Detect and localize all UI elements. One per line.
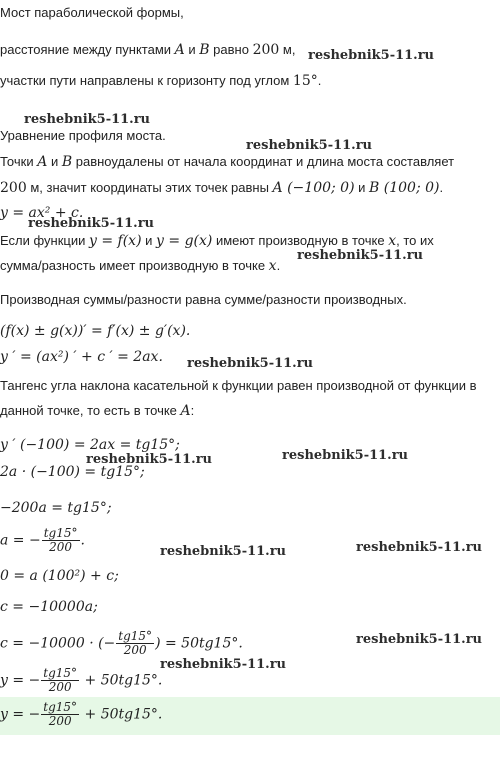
math: 200 xyxy=(0,180,27,196)
fraction xyxy=(41,667,79,694)
solution-line xyxy=(0,378,477,393)
formula-line xyxy=(0,630,243,657)
text: участки пути направлены к горизонту под углом xyxy=(0,73,293,88)
text: сумма/разность имеет производную в точке xyxy=(0,258,269,273)
text: имеют производную в точке xyxy=(212,233,389,248)
text: , то их xyxy=(396,233,434,248)
watermark: reshebnik5-11.ru xyxy=(308,48,435,63)
math: x xyxy=(268,258,277,274)
math: A xyxy=(180,403,191,419)
text: данной точке, то есть в точке xyxy=(0,403,181,418)
math: y ′ = (ax²) ′ + c ′ = 2ax. xyxy=(0,349,163,365)
solution-line xyxy=(0,403,194,419)
section-heading xyxy=(0,128,166,143)
solution-line xyxy=(0,233,434,249)
watermark: reshebnik5-11.ru xyxy=(356,632,483,647)
math: B xyxy=(61,154,73,170)
solution-line xyxy=(0,258,280,274)
text: м, xyxy=(279,42,296,57)
denominator: 200 xyxy=(123,643,147,657)
watermark: reshebnik5-11.ru xyxy=(160,544,287,559)
formula-line xyxy=(0,667,162,694)
text: Если функции xyxy=(0,233,89,248)
formula-line xyxy=(0,437,180,453)
formula-line xyxy=(0,500,112,516)
text: . xyxy=(276,258,281,273)
math: y = − xyxy=(0,706,41,723)
numerator: tg15° xyxy=(43,700,78,714)
text: и xyxy=(354,180,370,195)
text: . xyxy=(317,73,322,88)
math: B (100; 0) xyxy=(369,180,440,196)
formula-line xyxy=(0,323,190,339)
text: Производная суммы/разности равна сумме/разности производных. xyxy=(0,292,407,307)
text: Уравнение профиля моста. xyxy=(0,128,166,143)
text: Точки xyxy=(0,154,38,169)
fraction xyxy=(41,701,79,728)
math: 0 = a (100²) + c; xyxy=(0,568,119,584)
solution-line xyxy=(0,292,407,307)
math: a = − xyxy=(0,532,41,549)
math: + 50tg15°. xyxy=(80,706,163,723)
math: y = ax² + c. xyxy=(0,205,84,221)
math: −200a = tg15°; xyxy=(0,500,112,516)
numerator: tg15° xyxy=(43,666,78,680)
math: + 50tg15°. xyxy=(80,672,163,689)
math: y ′ (−100) = 2ax = tg15°; xyxy=(0,437,180,453)
math: 15° xyxy=(292,73,318,89)
watermark: reshebnik5-11.ru xyxy=(297,248,424,263)
math: B xyxy=(199,42,210,58)
text: расстояние между пунктами xyxy=(0,42,175,57)
watermark: reshebnik5-11.ru xyxy=(28,216,155,231)
solution-line xyxy=(0,180,443,196)
math: A xyxy=(37,154,48,170)
text: : xyxy=(190,403,195,418)
watermark: reshebnik5-11.ru xyxy=(187,356,314,371)
math: c = −10000 · (− xyxy=(0,635,116,652)
formula-line xyxy=(0,349,163,365)
watermark: reshebnik5-11.ru xyxy=(246,138,373,153)
watermark: reshebnik5-11.ru xyxy=(160,657,287,672)
numerator: tg15° xyxy=(118,629,153,643)
formula-line xyxy=(0,599,98,615)
math: y = g(x) xyxy=(156,233,213,249)
text: и xyxy=(141,233,157,248)
watermark: reshebnik5-11.ru xyxy=(356,540,483,555)
text: . xyxy=(439,180,444,195)
fraction xyxy=(116,630,154,657)
math: . xyxy=(80,532,85,549)
formula-line xyxy=(0,527,85,554)
text: Тангенс угла наклона касательной к функции равен производной от функции в xyxy=(0,378,477,393)
fraction xyxy=(42,527,80,554)
text: и xyxy=(47,154,62,169)
math: c = −10000a; xyxy=(0,599,98,615)
math: 2a · (−100) = tg15°; xyxy=(0,464,145,480)
answer-line xyxy=(0,701,162,728)
denominator: 200 xyxy=(49,540,73,554)
math: ) = 50tg15°. xyxy=(155,635,243,652)
watermark: reshebnik5-11.ru xyxy=(86,452,213,467)
formula-line xyxy=(0,568,119,584)
problem-text-line xyxy=(0,42,295,58)
solution-line xyxy=(0,154,454,170)
text: и xyxy=(184,42,200,57)
problem-text-line xyxy=(0,5,184,20)
math: A xyxy=(174,42,185,58)
math: 200 xyxy=(252,42,280,58)
watermark: reshebnik5-11.ru xyxy=(24,112,151,127)
text: равноудалены от начала координат и длина моста составляет xyxy=(72,154,455,169)
numerator: tg15° xyxy=(43,526,78,540)
text: Мост параболической формы, xyxy=(0,5,184,20)
math: y = f(x) xyxy=(88,233,142,249)
text: равно xyxy=(209,42,253,57)
math: x xyxy=(388,233,397,249)
denominator: 200 xyxy=(48,680,72,694)
math: (f(x) ± g(x))′ = f′(x) ± g′(x). xyxy=(0,323,191,339)
watermark: reshebnik5-11.ru xyxy=(282,448,409,463)
math: A (−100; 0) xyxy=(272,180,355,196)
math: y = − xyxy=(0,672,41,689)
text: м, значит координаты этих точек равны xyxy=(26,180,273,195)
denominator: 200 xyxy=(48,714,72,728)
problem-text-line xyxy=(0,73,321,89)
